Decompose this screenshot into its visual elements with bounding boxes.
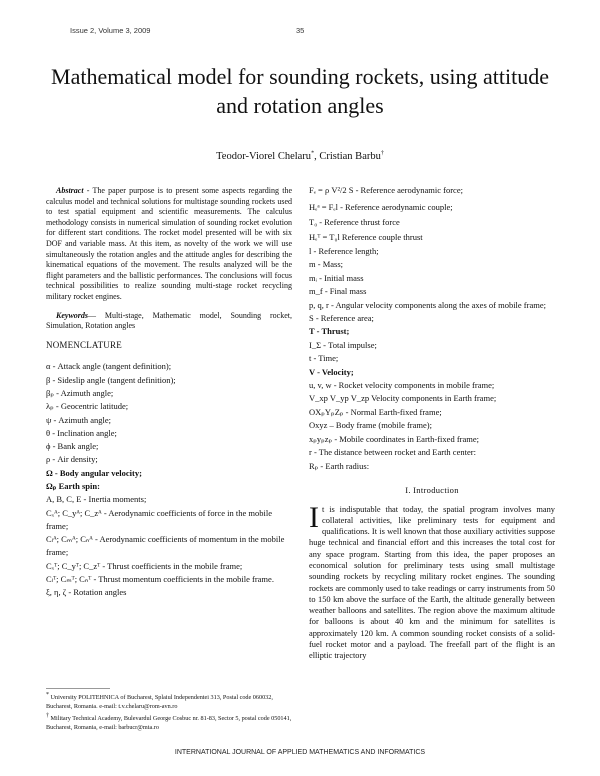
introduction-text: t is indisputable that today, the spatial program involves many collateral activities, like preliminary tests for equipment and qualifications. It is well known that those auxiliary activities suppose huge technical and financial effort and this increases the total cost for any space program. Starting from this idea, the paper proposes an economical solution for preliminary tests using small multistage sounding rockets by recycling military rocket engines. The sounding rockets are commonly used to take readings or carry instruments from 50 to 150 km above the surface of the Earth, the altitude generally between weather balloons and satellites. The region above the maximum altitude for balloons is about 40 km and the minimum for satellites is approximately 120 km. A common sounding rocket consists of a solid-fuel rocket motor and a payload. The freefall part of the flight is an elliptic trajectory <box>309 504 555 661</box>
footnote-rule <box>46 688 110 689</box>
introduction-body <box>309 500 555 662</box>
nomenclature-item: Rₚ - Earth radius: <box>309 460 370 471</box>
nomenclature-item: θ - Inclination angle; <box>46 427 117 438</box>
footnote-mark: * <box>46 691 49 698</box>
keywords <box>46 311 292 332</box>
keywords-label: Keywords <box>56 310 88 320</box>
nomenclature-item: I_Σ - Total impulse; <box>309 339 377 350</box>
abstract-label: Abstract <box>56 186 84 195</box>
nomenclature-item: l - Reference length; <box>309 246 379 256</box>
left-column <box>46 186 292 600</box>
nomenclature-item: mᵢ - Initial mass <box>309 272 364 283</box>
footnote-2 <box>46 715 292 732</box>
nomenclature-item: Fₑ = ρ V²/2 S - Reference aerodynamic force; <box>309 185 463 195</box>
nomenclature-item: OXₚYₚZₚ - Normal Earth-fixed frame; <box>309 406 442 417</box>
right-column <box>309 182 555 662</box>
nomenclature-item: m - Mass; <box>309 259 343 270</box>
nomenclature-item: V - Velocity; <box>309 366 354 377</box>
nomenclature-item: Ω - Body angular velocity; <box>46 467 142 478</box>
footnote-text: University POLITEHNICA of Bucharest, Splaiul Independentei 313, Postal code 060032, Bucharest, Romania. e-mail: t.v.chelaru@rom-avn.ro <box>46 694 273 710</box>
nomenclature-item: Cₓᵀ; C_yᵀ; C_zᵀ - Thrust coefficients in the mobile frame; <box>46 560 243 571</box>
author-1-mark: * <box>311 150 315 157</box>
nomenclature-item: β - Sideslip angle (tangent definition); <box>46 374 176 385</box>
journal-footer: INTERNATIONAL JOURNAL OF APPLIED MATHEMATICS AND INFORMATICS <box>174 749 426 756</box>
authors <box>0 151 600 162</box>
footnote-1 <box>46 691 292 711</box>
author-2: , Cristian Barbu <box>314 151 381 162</box>
nomenclature-item: λₚ - Geocentric latitude; <box>46 401 129 412</box>
nomenclature-item: ϕ - Bank angle; <box>46 441 99 452</box>
nomenclature-item: r - The distance between rocket and Earth center: <box>309 447 476 458</box>
nomenclature-item: A, B, C, E - Inertia moments; <box>46 494 147 505</box>
footnote-text: Military Technical Academy, Bulevardul George Cosbuc nr. 81-83, Sector 5, postal code 050141, Bucharest, Romania, e-mail: barbucr@mta.ro <box>46 715 292 731</box>
abstract-text: - The paper purpose is to present some aspects regarding the calculus model and technical solutions for multistage sounding rockets used to test spatial equipment and scientific measurements. The calculus methodology consists in numerical simulation of sounding rocket evolution for different start conditions. The rocket model presented will be with six DOF and variable mass. At this item, as novelty of the work we will use simultaneously the rotation angles and the attitude angles for describing the kinematical equations of the movement. The results analyzed will be the flight parameters and the ballistic performances. The conclusions will focus technical possibilities to realize sounding multi-stage rocket recycling military rocket engines. <box>46 186 292 301</box>
page-number: 35 <box>296 26 305 35</box>
nomenclature-item: ξ, η, ζ - Rotation angles <box>46 587 127 598</box>
nomenclature-item: xₚyₚzₚ - Mobile coordinates in Earth-fixed frame; <box>309 433 479 444</box>
nomenclature-right-list <box>309 182 555 473</box>
nomenclature-item: S - Reference area; <box>309 313 374 324</box>
nomenclature-item: T₀ - Reference thrust force <box>309 217 400 227</box>
nomenclature-item: t - Time; <box>309 353 339 364</box>
keywords-text: — Multi-stage, Mathematic model, Sounding rocket, Simulation, Rotation angles <box>46 310 292 331</box>
nomenclature-heading: NOMENCLATURE <box>46 339 122 350</box>
footnotes <box>46 691 292 736</box>
nomenclature-item: m_f - Final mass <box>309 286 367 297</box>
nomenclature-item: V_xp V_yp V_zp Velocity components in Earth frame; <box>309 393 497 404</box>
nomenclature-item: ρ - Air density; <box>46 454 98 465</box>
nomenclature-left-list <box>46 360 292 599</box>
nomenclature-item: Hₑᵃ = Fₑl - Reference aerodynamic couple; <box>309 202 453 212</box>
drop-cap: I <box>309 500 319 534</box>
nomenclature-item: u, v, w - Rocket velocity components in mobile frame; <box>309 380 495 391</box>
footnote-mark: † <box>46 713 49 720</box>
nomenclature-item: Hₑᵀ = T₀l Reference couple thrust <box>309 232 423 242</box>
nomenclature-item: Cₓᴬ; C_yᴬ; C_zᴬ - Aerodynamic coefficients of force in the mobile frame; <box>46 507 272 531</box>
author-1: Teodor-Viorel Chelaru <box>216 151 312 162</box>
abstract <box>46 186 292 303</box>
nomenclature-item: βₚ - Azimuth angle; <box>46 387 114 398</box>
journal-issue: Issue 2, Volume 3, 2009 <box>70 26 151 35</box>
author-2-mark: † <box>380 150 384 157</box>
nomenclature-item: Cₗᵀ; Cₘᵀ; Cₙᵀ - Thrust momentum coefficients in the mobile frame. <box>46 574 274 585</box>
nomenclature-item: α - Attack angle (tangent definition); <box>46 361 172 372</box>
introduction-heading: I. Introduction <box>405 484 459 495</box>
nomenclature-item: T - Thrust; <box>309 326 350 337</box>
paper-title: Mathematical model for sounding rockets, using attitude and rotation angles <box>51 64 549 118</box>
nomenclature-item: p, q, r - Angular velocity components along the axes of mobile frame; <box>309 299 546 310</box>
nomenclature-item: ψ - Azimuth angle; <box>46 414 112 425</box>
nomenclature-item: Ωₚ Earth spin: <box>46 480 100 491</box>
nomenclature-item: Cₗᴬ; Cₘᴬ; Cₙᴬ - Aerodynamic coefficients of momentum in the mobile frame; <box>46 534 285 558</box>
nomenclature-item: Oxyz – Body frame (mobile frame); <box>309 420 432 431</box>
